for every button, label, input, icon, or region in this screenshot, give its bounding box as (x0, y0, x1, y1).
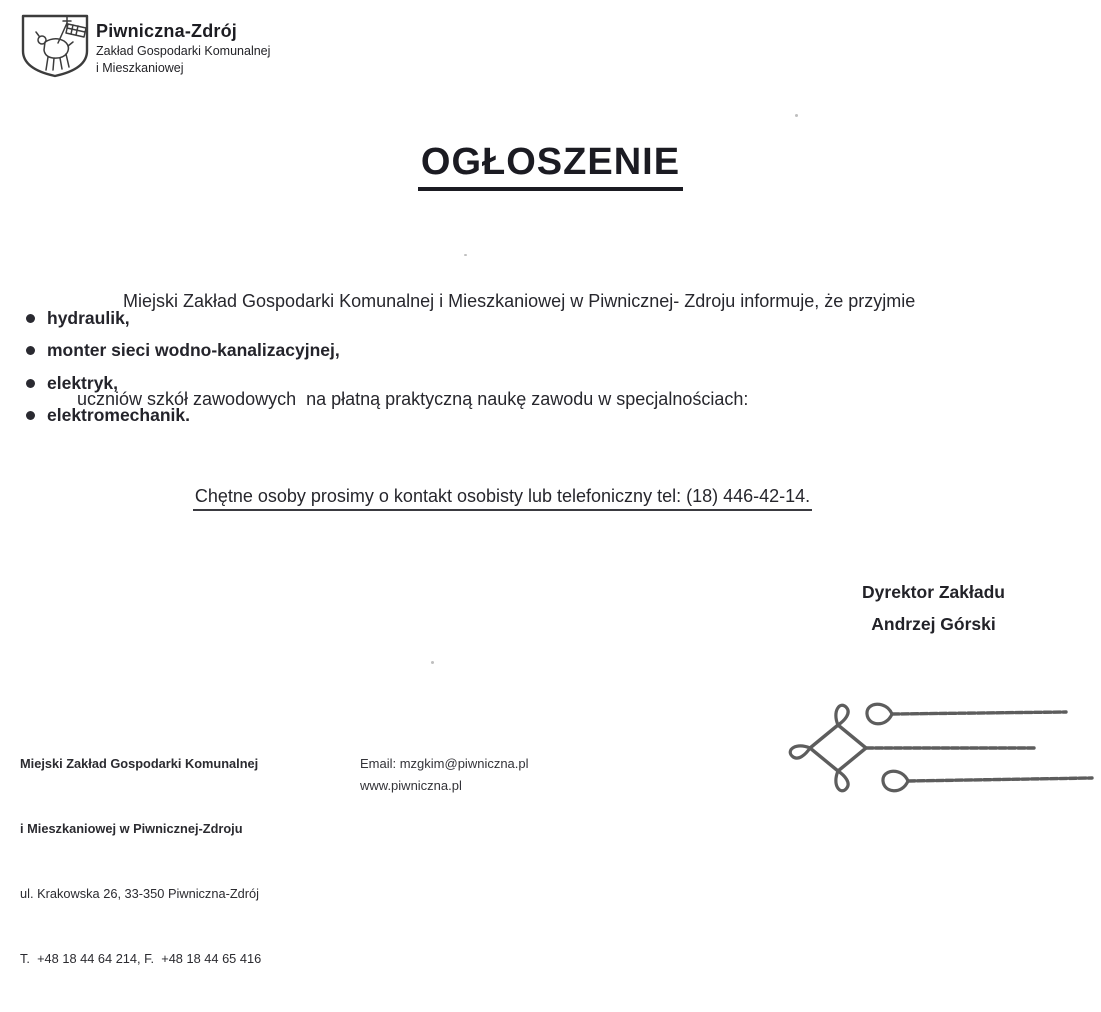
org-subtitle-line1: Zakład Gospodarki Komunalnej (96, 44, 271, 58)
intro-line-1: Miejski Zakład Gospodarki Komunalnej i Mieszkaniowej w Piwnicznej- Zdroju informuje, że przyjmie (123, 291, 916, 311)
footer-contact-block (360, 753, 529, 796)
org-name: Piwniczna-Zdrój (96, 21, 238, 41)
contact-line: Chętne osoby prosimy o kontakt osobisty lub telefoniczny tel: (18) 446-42-14. (193, 486, 812, 511)
intro-line-2: uczniów szkół zawodowych na płatną praktyczną naukę zawodu w specjalnościach: (77, 388, 749, 409)
footer-address-block (20, 710, 261, 1012)
coat-of-arms-logo (20, 13, 90, 79)
bullet-icon (26, 314, 35, 323)
shield-lamb-banner-icon (20, 13, 90, 79)
footer-org-line1: Miejski Zakład Gospodarki Komunalnej (20, 756, 259, 772)
scan-speck (464, 254, 467, 256)
footer-website: www.piwniczna.pl (360, 777, 462, 793)
bullet-icon (26, 379, 35, 388)
letterhead-text (96, 20, 270, 76)
list-item (26, 367, 340, 400)
list-item (26, 400, 340, 433)
specialty-label: elektromechanik. (47, 405, 190, 426)
signature-role: Dyrektor Zakładu (862, 582, 1005, 602)
bullet-icon (26, 346, 35, 355)
scan-speck (431, 661, 434, 664)
bullet-icon (26, 411, 35, 420)
specialty-label: monter sieci wodno-kanalizacyjnej, (47, 340, 340, 361)
signature-block (862, 576, 1005, 640)
list-item (26, 335, 340, 368)
title-row (0, 141, 1101, 191)
footer-org-line2: i Mieszkaniowej w Piwnicznej-Zdroju (20, 820, 243, 836)
footer-email: Email: mzgkim@piwniczna.pl (360, 756, 529, 771)
specialties-list (26, 302, 340, 432)
decorative-pins-graphic (786, 698, 1098, 802)
scan-speck (795, 114, 798, 117)
document-title: OGŁOSZENIE (418, 141, 683, 191)
hat-pins-icon (786, 698, 1098, 802)
signature-name: Andrzej Górski (871, 614, 996, 634)
specialty-label: elektryk, (47, 372, 119, 393)
footer-phones: T. +48 18 44 64 214, F. +48 18 44 65 416 (20, 950, 262, 966)
org-subtitle-line2: i Mieszkaniowej (96, 61, 184, 75)
footer-address: ul. Krakowska 26, 33-350 Piwniczna-Zdrój (20, 885, 259, 901)
specialty-label: hydraulik, (47, 307, 130, 328)
contact-row (0, 486, 1101, 511)
list-item (26, 302, 340, 335)
